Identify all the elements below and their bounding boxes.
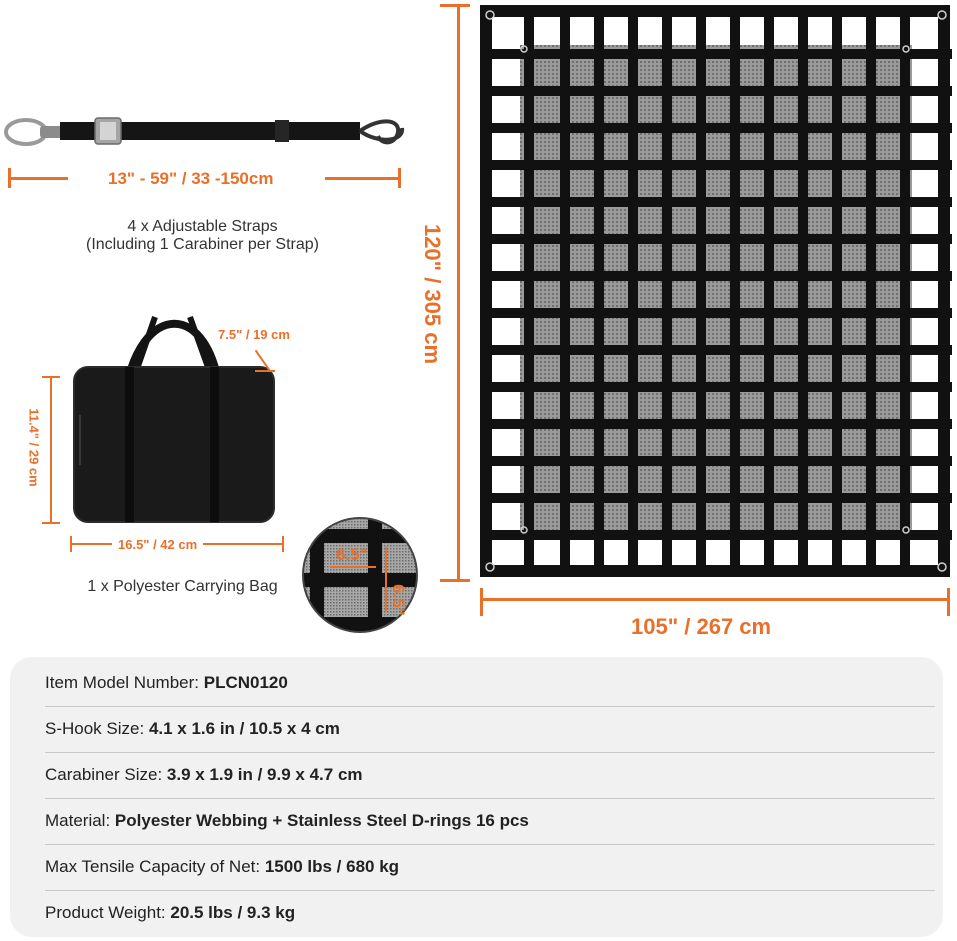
- spec-value: Polyester Webbing + Stainless Steel D-rings 16 pcs: [114, 811, 529, 830]
- spec-label: Max Tensile Capacity of Net:: [45, 857, 265, 876]
- mesh-detail-image: [300, 515, 420, 635]
- spec-material: [45, 811, 925, 831]
- spec-product-weight: [45, 903, 925, 923]
- spec-label: Product Weight:: [45, 903, 171, 922]
- spec-value: 20.5 lbs / 9.3 kg: [170, 903, 296, 922]
- spec-label: S-Hook Size:: [45, 719, 149, 738]
- specifications-panel: [10, 657, 943, 937]
- adjustable-strap-image: [0, 100, 410, 160]
- cargo-net-image: [480, 5, 952, 577]
- strap-length-label: 13" - 59" / 33 -150cm: [108, 169, 274, 188]
- net-height-label: 120" / 305 cm: [420, 223, 445, 365]
- spec-value: PLCN0120: [203, 673, 288, 692]
- strap-caption-line1: 4 x Adjustable Straps: [127, 218, 278, 235]
- bag-depth-label: 7.5" / 19 cm: [218, 327, 290, 342]
- spec-s-hook-size: [45, 719, 925, 739]
- spec-model-number: [45, 673, 925, 693]
- bag-width-label: 16.5" / 42 cm: [112, 537, 203, 552]
- s-hook-icon: [360, 121, 402, 142]
- spec-value: 1500 lbs / 680 kg: [264, 857, 400, 876]
- strap-caption-line2: (Including 1 Carabiner per Strap): [85, 236, 319, 253]
- spec-value: 3.9 x 1.9 in / 9.9 x 4.7 cm: [166, 765, 363, 784]
- strap-caption: [40, 218, 365, 254]
- spec-carabiner-size: [45, 765, 925, 785]
- spec-value: 4.1 x 1.6 in / 10.5 x 4 cm: [148, 719, 340, 738]
- mesh-horizontal-label: 6.5": [336, 545, 368, 564]
- bag-caption: 1 x Polyester Carrying Bag: [87, 578, 278, 595]
- mesh-vertical-label: 6.5": [388, 584, 408, 616]
- spec-label: Item Model Number:: [45, 673, 204, 692]
- spec-label: Material:: [45, 811, 115, 830]
- net-width-label: 105" / 267 cm: [631, 614, 772, 639]
- bag-height-label: 11.4" / 29 cm: [26, 408, 42, 487]
- spec-label: Carabiner Size:: [45, 765, 167, 784]
- spec-tensile-capacity: [45, 857, 925, 877]
